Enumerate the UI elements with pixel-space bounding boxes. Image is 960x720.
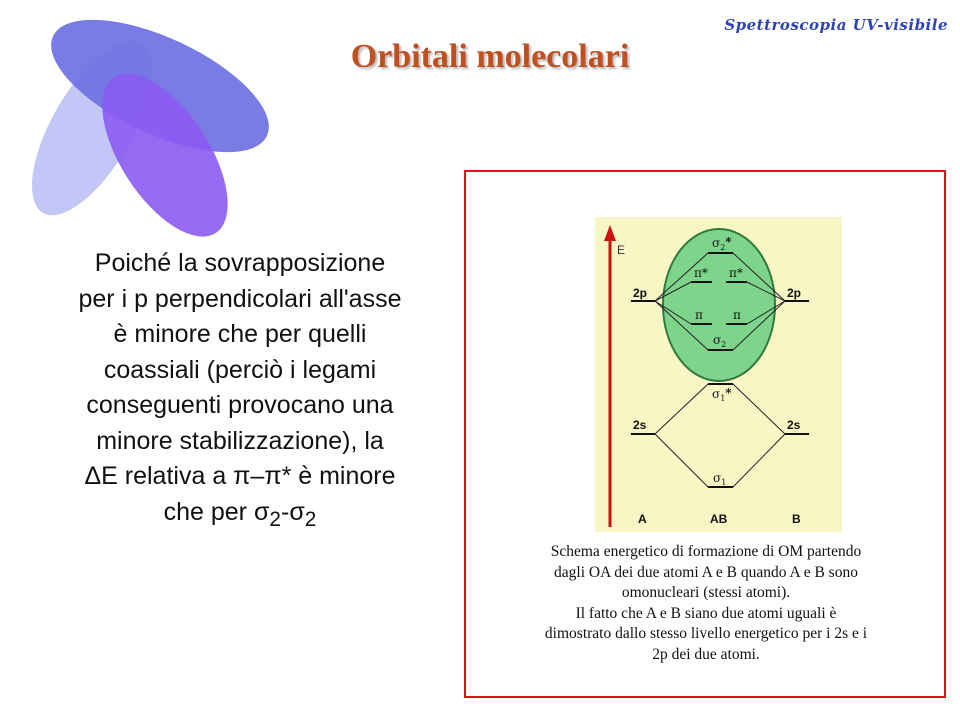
label-b: B [792,512,801,526]
main-text-line: ΔE relativa a π–π* è minore [84,462,396,490]
delta-symbol: Δ [84,462,102,490]
label-pi-1: π [695,308,703,322]
main-text-line: per i p perpendicolari all'asse [78,284,402,313]
main-text-line: Poiché la sovrapposizione [94,249,386,277]
main-text-line: è minore che per quelli [113,320,367,348]
label-sigma2-star: $\sigma_2*$ [712,235,732,252]
section-header: Spettroscopia UV-visibile [724,16,948,34]
caption-line: Schema energetico di formazione di OM partendo [550,543,862,560]
mo-energy-diagram [595,217,842,532]
caption-line: dimostrato dallo stesso livello energetico per i 2s e i [544,625,868,642]
label-2p-right: 2p [787,286,802,300]
label-sigma1: $\sigma_1$ [713,471,727,487]
figure-frame [464,170,946,698]
label-pi-star-2: π* [729,266,743,280]
label-pi-star-1: π* [694,266,708,280]
figure-caption [488,542,924,665]
caption-line: Il fatto che A e B siano due atomi uguali è [575,604,837,622]
label-sigma1-star: $\sigma_1*$ [712,386,732,403]
main-text-line: coassiali (perciò i legami [103,355,377,384]
label-2p-left: 2p [633,286,648,300]
sigma-symbol: σ [253,497,270,526]
caption-line: dagli OA dei due atomi A e B quando A e B sono [554,563,858,581]
p-orbital-region [663,229,775,381]
label-2s-right: 2s [787,418,801,432]
label-2s-left: 2s [633,418,647,432]
main-text-line: minore stabilizzazione), la [96,426,384,455]
label-pi-2: π [733,308,741,322]
main-text-line: conseguenti provocano una [86,391,394,419]
sigma-symbol: σ [289,497,305,526]
label-sigma2: $\sigma_2$ [713,333,727,349]
label-ab: AB [710,512,728,526]
pi-pi-symbol: π–π [233,462,282,490]
main-text-block [48,246,432,537]
caption-line: 2p dei due atomi. [652,645,760,663]
main-text-line: che per $\sigma_2-\sigma_2$ [163,497,317,531]
page-title: Orbitali molecolari [350,38,630,75]
caption-line: omonucleari (stessi atomi). [621,584,791,601]
energy-label: E [617,243,626,257]
label-a: A [638,512,647,526]
